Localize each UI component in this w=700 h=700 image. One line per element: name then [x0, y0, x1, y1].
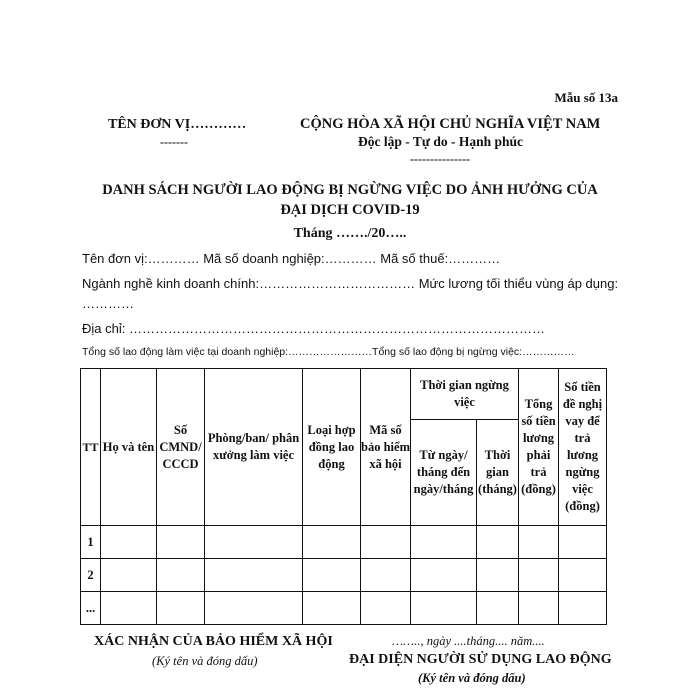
- cell-id: [157, 526, 205, 559]
- header-id: Số CMND/ CCCD: [157, 369, 205, 526]
- cell-total-pay: [519, 559, 559, 592]
- row-index: ...: [81, 592, 101, 625]
- signature-date-line: …….., ngày ....tháng.... năm....: [392, 634, 545, 648]
- cell-insurance: [361, 592, 411, 625]
- header-stop-time: Thời gian ngừng việc: [411, 369, 519, 420]
- cell-name: [101, 526, 157, 559]
- cell-dept: [205, 592, 303, 625]
- cell-duration: [477, 592, 519, 625]
- cell-loan: [559, 592, 607, 625]
- document-title: DANH SÁCH NGƯỜI LAO ĐỘNG BỊ NGỪNG VIỆC DO ẢNH HƯỞNG CỦA ĐẠI DỊCH COVID-19: [102, 182, 598, 218]
- cell-id: [157, 592, 205, 625]
- info-unit-line: Tên đơn vị:………… Mã số doanh nghiệp:………… Mã số thuế:…………: [82, 251, 501, 266]
- cell-insurance: [361, 526, 411, 559]
- header-name: Họ và tên: [101, 369, 157, 526]
- employer-representative-title: ĐẠI DIỆN NGƯỜI SỬ DỤNG LAO ĐỘNG: [349, 652, 612, 667]
- info-employee-totals-line: Tổng số lao động làm việc tại doanh nghiệp:……………………Tổng số lao động bị ngừng việc:……………: [82, 346, 575, 358]
- insurance-confirmation-title: XÁC NHẬN CỦA BẢO HIỂM XÃ HỘI: [94, 634, 333, 649]
- header-duration: Thời gian (tháng): [477, 420, 519, 526]
- info-business-line: Ngành nghề kinh doanh chính:……………………………… Mức lương tối thiểu vùng áp dụng:: [82, 276, 619, 291]
- employer-sign-note: (Ký tên và đóng dấu): [418, 671, 526, 685]
- cell-name: [101, 559, 157, 592]
- nation-divider: ---------------: [410, 152, 470, 166]
- row-index: 1: [81, 526, 101, 559]
- cell-from-to: [411, 526, 477, 559]
- form-code: Mẫu số 13a: [554, 90, 618, 105]
- header-tt: TT: [81, 369, 101, 526]
- table-row: [81, 592, 607, 625]
- cell-contract: [303, 526, 361, 559]
- cell-id: [157, 559, 205, 592]
- cell-dept: [205, 526, 303, 559]
- document-month: Tháng ……./20…..: [293, 226, 407, 241]
- cell-from-to: [411, 559, 477, 592]
- cell-from-to: [411, 592, 477, 625]
- cell-duration: [477, 559, 519, 592]
- header-total-pay: Tổng số tiền lương phải trả (đồng): [519, 369, 559, 526]
- info-business-line-cont: …………: [82, 296, 134, 311]
- header-insurance: Mã số bảo hiểm xã hội: [361, 369, 411, 526]
- table-row: [81, 559, 607, 592]
- header-dept: Phòng/ban/ phân xưởng làm việc: [205, 369, 303, 526]
- cell-name: [101, 592, 157, 625]
- cell-insurance: [361, 559, 411, 592]
- table-row: [81, 526, 607, 559]
- unit-divider: -------: [160, 135, 188, 149]
- employee-table: [80, 368, 607, 625]
- nation-title: CỘNG HÒA XÃ HỘI CHỦ NGHĨA VIỆT NAM: [300, 116, 601, 132]
- header-contract: Loại hợp đồng lao động: [303, 369, 361, 526]
- nation-motto: Độc lập - Tự do - Hạnh phúc: [358, 134, 524, 149]
- header-loan: Số tiền đề nghị vay để trả lương ngừng việc (đồng): [559, 369, 607, 526]
- cell-duration: [477, 526, 519, 559]
- cell-total-pay: [519, 526, 559, 559]
- insurance-sign-note: (Ký tên và đóng dấu): [152, 654, 258, 668]
- cell-contract: [303, 592, 361, 625]
- cell-total-pay: [519, 592, 559, 625]
- cell-loan: [559, 526, 607, 559]
- cell-loan: [559, 559, 607, 592]
- row-index: 2: [81, 559, 101, 592]
- cell-contract: [303, 559, 361, 592]
- cell-dept: [205, 559, 303, 592]
- info-address-line: Địa chỉ: ……………………………………………………………………………………: [82, 321, 545, 336]
- header-from-to: Từ ngày/ tháng đến ngày/tháng: [411, 420, 477, 526]
- unit-name: TÊN ĐƠN VỊ…………: [108, 117, 247, 132]
